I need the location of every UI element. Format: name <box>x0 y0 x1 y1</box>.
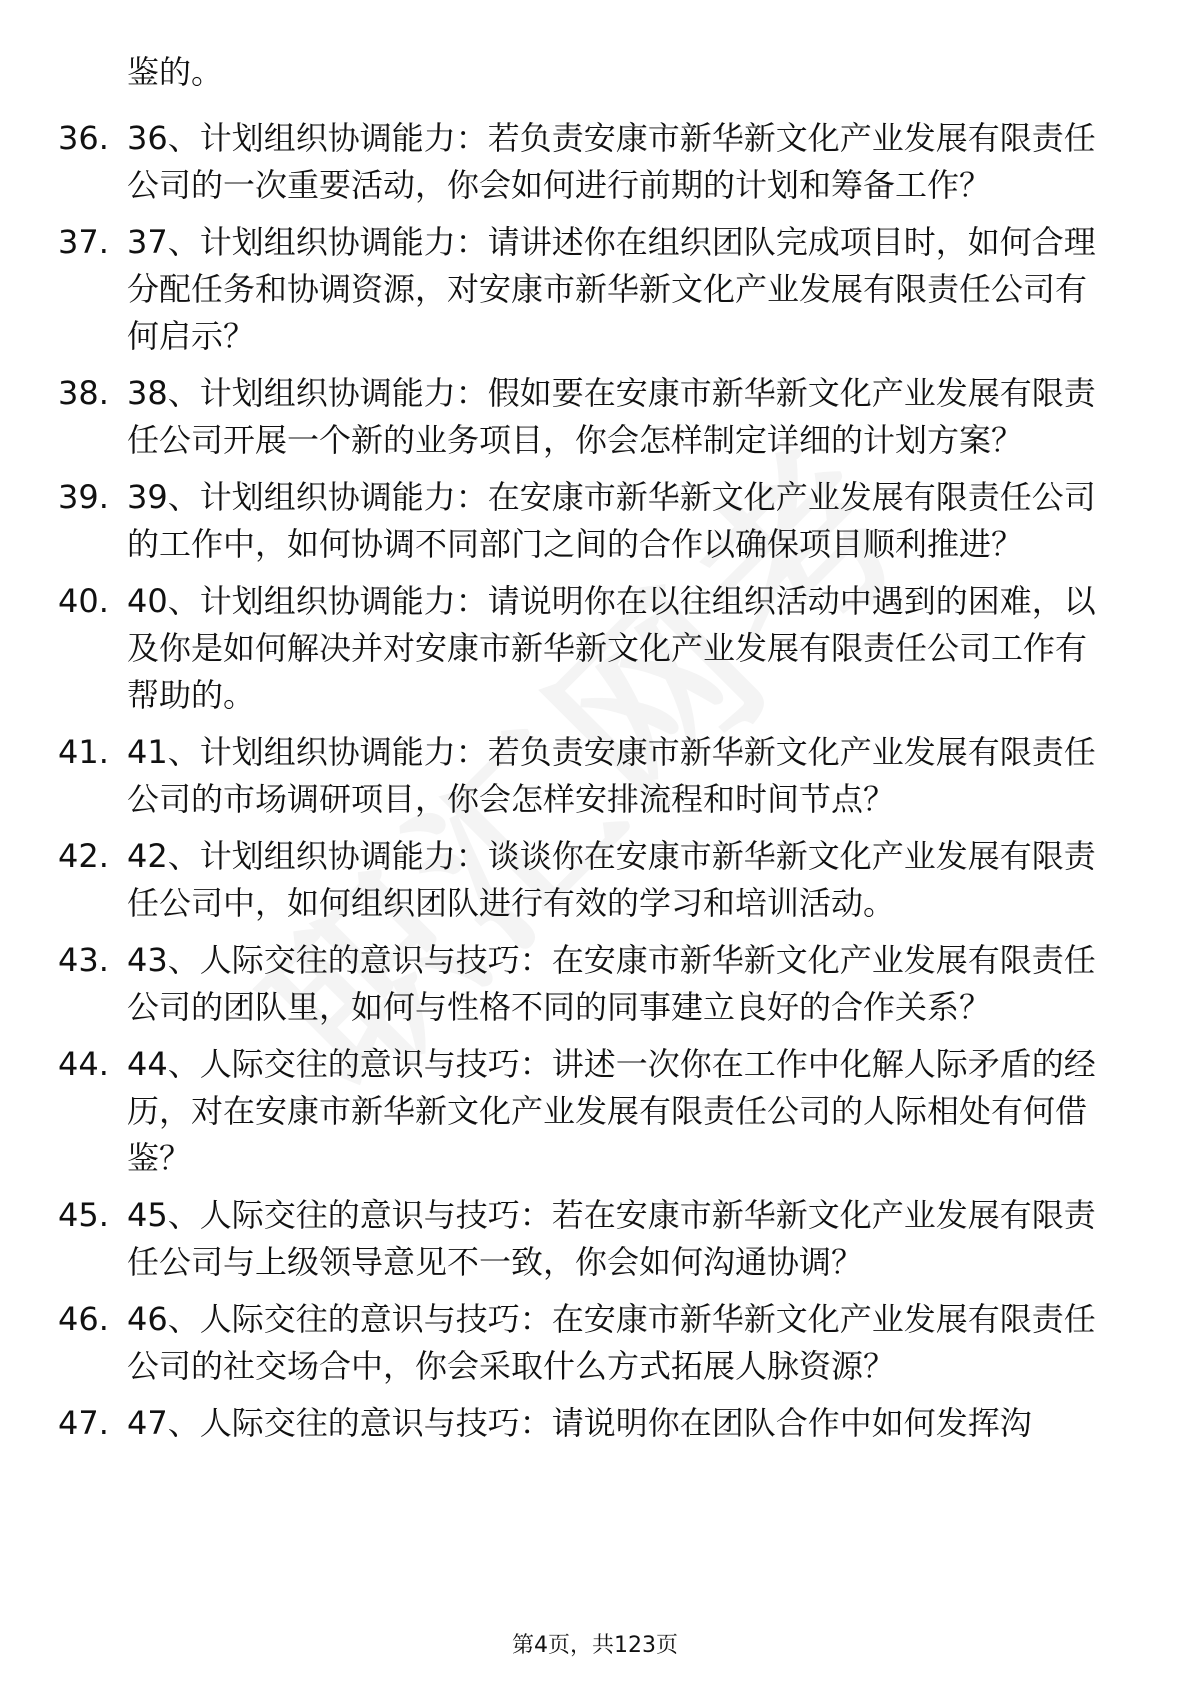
question-number: 37. <box>58 223 109 261</box>
question-number: 38. <box>58 374 109 412</box>
question-number: 45. <box>58 1196 109 1234</box>
question-number: 39. <box>58 478 109 516</box>
question-number: 43. <box>58 941 109 979</box>
question-number: 42. <box>58 837 109 875</box>
question-item <box>0 1192 1190 1286</box>
page-footer: 第4页，共123页 <box>512 1633 678 1658</box>
question-item <box>0 1296 1190 1390</box>
question-item <box>0 833 1190 927</box>
question-number: 36. <box>58 119 109 157</box>
question-item <box>0 578 1190 719</box>
question-number: 44. <box>58 1045 109 1083</box>
question-text: 38、计划组织协调能力：假如要在安康市新华新文化产业发展有限责任公司开展一个新的业务项目，你会怎样制定详细的计划方案？ <box>127 374 1096 459</box>
question-number: 46. <box>58 1300 109 1338</box>
question-number: 47. <box>58 1404 109 1442</box>
question-number: 40. <box>58 582 109 620</box>
question-text: 36、计划组织协调能力：若负责安康市新华新文化产业发展有限责任公司的一次重要活动，你会如何进行前期的计划和筹备工作？ <box>127 119 1096 204</box>
question-item <box>0 729 1190 823</box>
question-text: 42、计划组织协调能力：谈谈你在安康市新华新文化产业发展有限责任公司中，如何组织团队进行有效的学习和培训活动。 <box>127 837 1096 922</box>
question-item <box>0 219 1190 360</box>
question-list <box>0 115 1190 1457</box>
question-item <box>0 370 1190 464</box>
question-text: 40、计划组织协调能力：请说明你在以往组织活动中遇到的困难，以及你是如何解决并对安康市新华新文化产业发展有限责任公司工作有帮助的。 <box>127 582 1096 714</box>
question-item <box>0 115 1190 209</box>
question-text: 43、人际交往的意识与技巧：在安康市新华新文化产业发展有限责任公司的团队里，如何与性格不同的同事建立良好的合作关系？ <box>127 941 1096 1026</box>
question-text: 45、人际交往的意识与技巧：若在安康市新华新文化产业发展有限责任公司与上级领导意见不一致，你会如何沟通协调？ <box>127 1196 1096 1281</box>
continuation-text: 鉴的。 <box>127 53 224 91</box>
question-text: 46、人际交往的意识与技巧：在安康市新华新文化产业发展有限责任公司的社交场合中，你会采取什么方式拓展人脉资源？ <box>127 1300 1096 1385</box>
question-item <box>0 937 1190 1031</box>
question-text: 44、人际交往的意识与技巧：讲述一次你在工作中化解人际矛盾的经历，对在安康市新华新文化产业发展有限责任公司的人际相处有何借鉴？ <box>127 1045 1096 1177</box>
question-text: 41、计划组织协调能力：若负责安康市新华新文化产业发展有限责任公司的市场调研项目，你会怎样安排流程和时间节点？ <box>127 733 1096 818</box>
question-text: 39、计划组织协调能力：在安康市新华新文化产业发展有限责任公司的工作中，如何协调不同部门之间的合作以确保项目顺利推进？ <box>127 478 1096 563</box>
question-item <box>0 1400 1190 1447</box>
question-text: 47、人际交往的意识与技巧：请说明你在团队合作中如何发挥沟 <box>127 1404 1032 1442</box>
question-number: 41. <box>58 733 109 771</box>
question-item <box>0 474 1190 568</box>
question-text: 37、计划组织协调能力：请讲述你在组织团队完成项目时，如何合理分配任务和协调资源，对安康市新华新文化产业发展有限责任公司有何启示？ <box>127 223 1096 355</box>
question-item <box>0 1041 1190 1182</box>
